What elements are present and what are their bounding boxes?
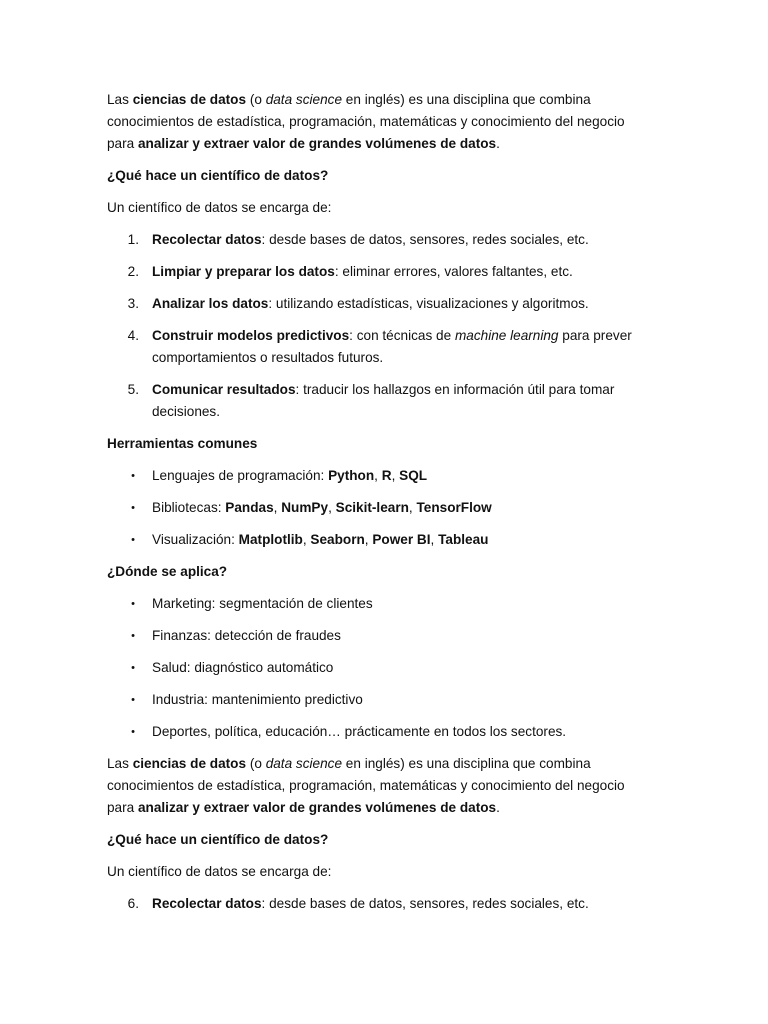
text-run: : desde bases de datos, sensores, redes sociales, etc. — [261, 896, 589, 911]
text-run: : eliminar errores, valores faltantes, etc. — [334, 264, 573, 279]
text-run: Python — [328, 468, 375, 483]
bullet-marker: • — [131, 630, 135, 642]
text-run: Power BI — [372, 532, 431, 547]
list-item-text — [152, 232, 589, 247]
list-item-text — [152, 382, 614, 419]
list-item-text — [152, 896, 589, 911]
text-run: data science — [265, 92, 343, 107]
text-run: Construir modelos predictivos — [152, 328, 350, 343]
text-run: Bibliotecas: — [152, 500, 226, 515]
text-run: Tableau — [438, 532, 489, 547]
text-run: : desde bases de datos, sensores, redes sociales, etc. — [261, 232, 589, 247]
list-item — [107, 497, 647, 519]
text-run: . — [496, 800, 500, 815]
text-run: NumPy — [281, 500, 329, 515]
applications-list — [107, 593, 647, 743]
text-run: , — [430, 532, 439, 547]
list-item — [107, 529, 647, 551]
list-item-text — [152, 660, 333, 675]
intro-paragraph — [107, 89, 647, 155]
list-number: 5. — [127, 382, 139, 397]
text-run: ciencias de datos — [132, 92, 247, 107]
text-run: Lenguajes de programación: — [152, 468, 329, 483]
list-number: 2. — [127, 264, 139, 279]
list-item-text — [152, 532, 488, 547]
heading-que-hace-repeat: ¿Qué hace un científico de datos? — [107, 832, 329, 847]
heading-aplica: ¿Dónde se aplica? — [107, 564, 228, 579]
list-item — [107, 893, 647, 915]
intro-paragraph-repeat — [107, 753, 647, 819]
list-item — [107, 293, 647, 315]
list-item — [107, 379, 647, 423]
list-number: 1. — [127, 232, 139, 247]
list-item-text — [152, 724, 566, 739]
list-number: 4. — [127, 328, 139, 343]
text-run: R — [381, 468, 392, 483]
text-run: Recolectar datos — [152, 232, 262, 247]
text-run: en inglés) es una disciplina que combina conocimientos de estadística, programación, matemáticas y conocimiento del negocio para — [107, 92, 625, 151]
list-item-text — [152, 692, 363, 707]
bullet-marker: • — [131, 598, 135, 610]
text-run: Las — [107, 92, 133, 107]
encarga-text: Un científico de datos se encarga de: — [107, 200, 332, 215]
text-run: , — [273, 500, 282, 515]
list-item — [107, 721, 647, 743]
list-number: 6. — [127, 896, 139, 911]
list-number: 3. — [127, 296, 139, 311]
text-run: , — [364, 532, 373, 547]
text-run: , — [302, 532, 311, 547]
text-run: , — [328, 500, 336, 515]
text-run: en inglés) es una disciplina que combina conocimientos de estadística, programación, matemáticas y conocimiento del negocio para — [107, 756, 625, 815]
text-run: , — [374, 468, 382, 483]
text-run: Marketing: segmentación de clientes — [152, 596, 373, 611]
text-run: SQL — [399, 468, 428, 483]
tasks-list-repeat — [107, 893, 647, 915]
list-item — [107, 625, 647, 647]
text-run: Limpiar y preparar los datos — [152, 264, 335, 279]
text-run: Pandas — [225, 500, 274, 515]
list-item — [107, 593, 647, 615]
text-run: . — [496, 136, 500, 151]
text-run: analizar y extraer valor de grandes volúmenes de datos — [137, 136, 497, 151]
bullet-marker: • — [131, 534, 135, 546]
text-run: Seaborn — [310, 532, 365, 547]
bullet-marker: • — [131, 470, 135, 482]
text-run: : con técnicas de — [349, 328, 455, 343]
list-item — [107, 689, 647, 711]
text-run: Salud: diagnóstico automático — [152, 660, 334, 675]
text-run: Deportes, política, educación… prácticamente en todos los sectores. — [152, 724, 567, 739]
list-item-text — [152, 468, 427, 483]
list-item-text — [152, 628, 341, 643]
list-item-text — [152, 296, 589, 311]
list-item-text — [152, 328, 632, 365]
list-item — [107, 229, 647, 251]
text-run: para prever comportamientos o resultados futuros. — [152, 328, 632, 365]
text-run: Finanzas: detección de fraudes — [152, 628, 341, 643]
list-item — [107, 465, 647, 487]
text-run: data science — [265, 756, 343, 771]
heading-que-hace: ¿Qué hace un científico de datos? — [107, 168, 329, 183]
text-run: (o — [246, 92, 266, 107]
text-run: (o — [246, 756, 266, 771]
bullet-marker: • — [131, 726, 135, 738]
text-run: Comunicar resultados — [152, 382, 296, 397]
text-run: Industria: mantenimiento predictivo — [152, 692, 363, 707]
text-run: ciencias de datos — [132, 756, 247, 771]
text-run: Analizar los datos — [152, 296, 269, 311]
tasks-list — [107, 229, 647, 423]
text-run: Las — [107, 756, 133, 771]
text-run: Scikit-learn — [335, 500, 409, 515]
text-run: : utilizando estadísticas, visualizaciones y algoritmos. — [268, 296, 589, 311]
text-run: Matplotlib — [238, 532, 303, 547]
heading-tools: Herramientas comunes — [107, 436, 258, 451]
bullet-marker: • — [131, 662, 135, 674]
list-item — [107, 325, 647, 369]
list-item-text — [152, 500, 492, 515]
text-run: , — [391, 468, 400, 483]
text-run: , — [408, 500, 417, 515]
text-run: Recolectar datos — [152, 896, 262, 911]
list-item — [107, 261, 647, 283]
text-run: analizar y extraer valor de grandes volúmenes de datos — [137, 800, 497, 815]
list-item-text — [152, 596, 373, 611]
list-item-text — [152, 264, 573, 279]
bullet-marker: • — [131, 502, 135, 514]
tools-list — [107, 465, 647, 551]
text-run: : traducir los hallazgos en información útil para tomar decisiones. — [152, 382, 615, 419]
text-run: Visualización: — [152, 532, 239, 547]
list-item — [107, 657, 647, 679]
bullet-marker: • — [131, 694, 135, 706]
text-run: TensorFlow — [416, 500, 492, 515]
text-run: machine learning — [454, 328, 559, 343]
encarga-text-repeat: Un científico de datos se encarga de: — [107, 864, 332, 879]
